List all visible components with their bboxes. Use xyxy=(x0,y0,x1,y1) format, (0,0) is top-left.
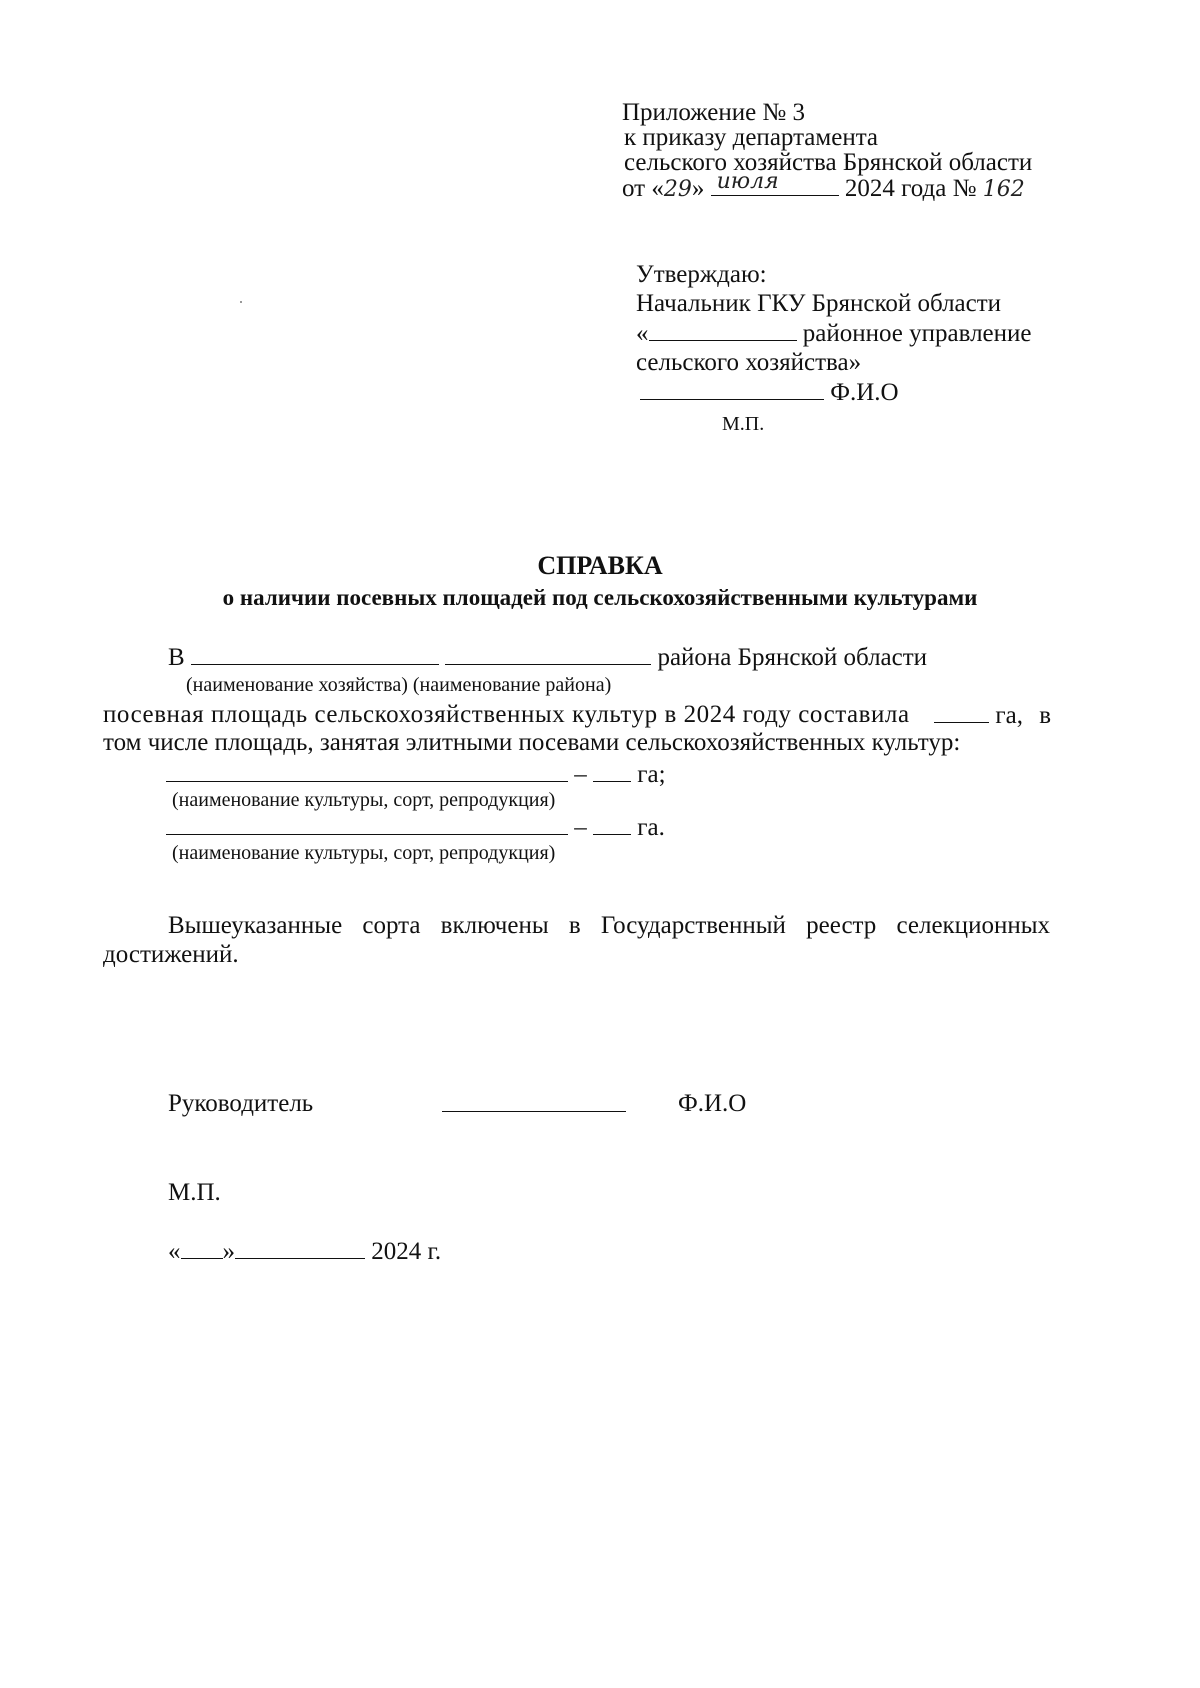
month-field[interactable] xyxy=(711,169,839,196)
signature-day-field[interactable] xyxy=(181,1236,223,1259)
date-suffix: 2024 года № xyxy=(844,175,977,202)
para-line-1 xyxy=(103,700,1051,731)
handwritten-day: 29 xyxy=(663,177,692,202)
crop-unit-1: га; xyxy=(637,761,666,788)
para-line-2: том числе площадь, занятая элитными посевами сельскохозяйственных культур: xyxy=(103,729,961,756)
head-signature-field[interactable] xyxy=(442,1089,626,1112)
area-text: посевная площадь сельскохозяйственных культур в 2024 году составила xyxy=(103,701,910,728)
crop-line-2 xyxy=(166,812,665,843)
date-quote-open: « xyxy=(168,1238,181,1265)
head-fio: Ф.И.О xyxy=(678,1090,747,1117)
handwritten-order-number: 162 xyxy=(982,177,1025,202)
crop-dash-1: – xyxy=(574,761,587,788)
handwritten-month: июля xyxy=(716,169,779,194)
signature-month-field[interactable] xyxy=(235,1236,365,1259)
approval-line-4: сельского хозяйства» xyxy=(636,349,862,376)
v-prefix: В xyxy=(168,644,185,671)
crop-dash-2: – xyxy=(574,814,587,841)
signature-year: 2024 г. xyxy=(371,1238,442,1265)
signature-stamp: М.П. xyxy=(168,1179,221,1206)
district-office-label: районное управление xyxy=(802,320,1032,347)
approver-signature-field[interactable] xyxy=(640,377,824,400)
crop-area-field-1[interactable] xyxy=(593,759,631,782)
approval-line-3 xyxy=(636,318,1032,349)
date-prefix: от « xyxy=(622,175,664,202)
farm-name-field[interactable] xyxy=(191,642,439,665)
approval-line-1: Утверждаю: xyxy=(636,261,767,288)
crop-line-1 xyxy=(166,759,666,790)
scan-speck xyxy=(240,301,242,303)
registry-line-2: достижений. xyxy=(103,941,239,968)
approver-fio: Ф.И.О xyxy=(830,379,899,406)
crop-name-field-1[interactable] xyxy=(166,759,568,782)
total-area-field[interactable] xyxy=(934,700,989,723)
caption-farm-district: (наименование хозяйства) (наименование района) xyxy=(186,674,612,696)
district-suffix: района Брянской области xyxy=(657,644,928,671)
head-signature-line xyxy=(442,1089,626,1120)
document-title: СПРАВКА xyxy=(537,551,663,580)
appendix-line-2: к приказу департамента xyxy=(624,124,879,151)
appendix-date-line xyxy=(622,169,1025,205)
approval-signature-line xyxy=(640,377,899,408)
head-label: Руководитель xyxy=(168,1090,314,1117)
crop-name-field-2[interactable] xyxy=(166,812,568,835)
district-field[interactable] xyxy=(445,642,651,665)
caption-crop-2: (наименование культуры, сорт, репродукция) xyxy=(172,842,556,864)
registry-text-1: Вышеуказанные сорта включены в Государственный реестр селекционных xyxy=(168,912,1050,939)
crop-unit-2: га. xyxy=(637,814,665,841)
approval-stamp: М.П. xyxy=(722,413,765,435)
district-name-field[interactable] xyxy=(649,318,797,341)
crop-area-field-2[interactable] xyxy=(593,812,631,835)
quote-open: « xyxy=(636,320,649,347)
signature-date-line xyxy=(168,1236,441,1267)
date-close: » xyxy=(691,175,705,202)
area-unit: га, в xyxy=(995,702,1051,729)
appendix-line-1: Приложение № 3 xyxy=(622,99,806,126)
registry-line-1 xyxy=(168,911,1050,941)
appendix-line-3: сельского хозяйства Брянской области xyxy=(624,149,1033,176)
caption-crop-1: (наименование культуры, сорт, репродукция) xyxy=(172,789,556,811)
approval-line-2: Начальник ГКУ Брянской области xyxy=(636,290,1002,317)
farm-district-line xyxy=(168,642,927,673)
document-subtitle: о наличии посевных площадей под сельскохозяйственными культурами xyxy=(222,585,978,610)
date-quote-close: » xyxy=(222,1238,235,1265)
